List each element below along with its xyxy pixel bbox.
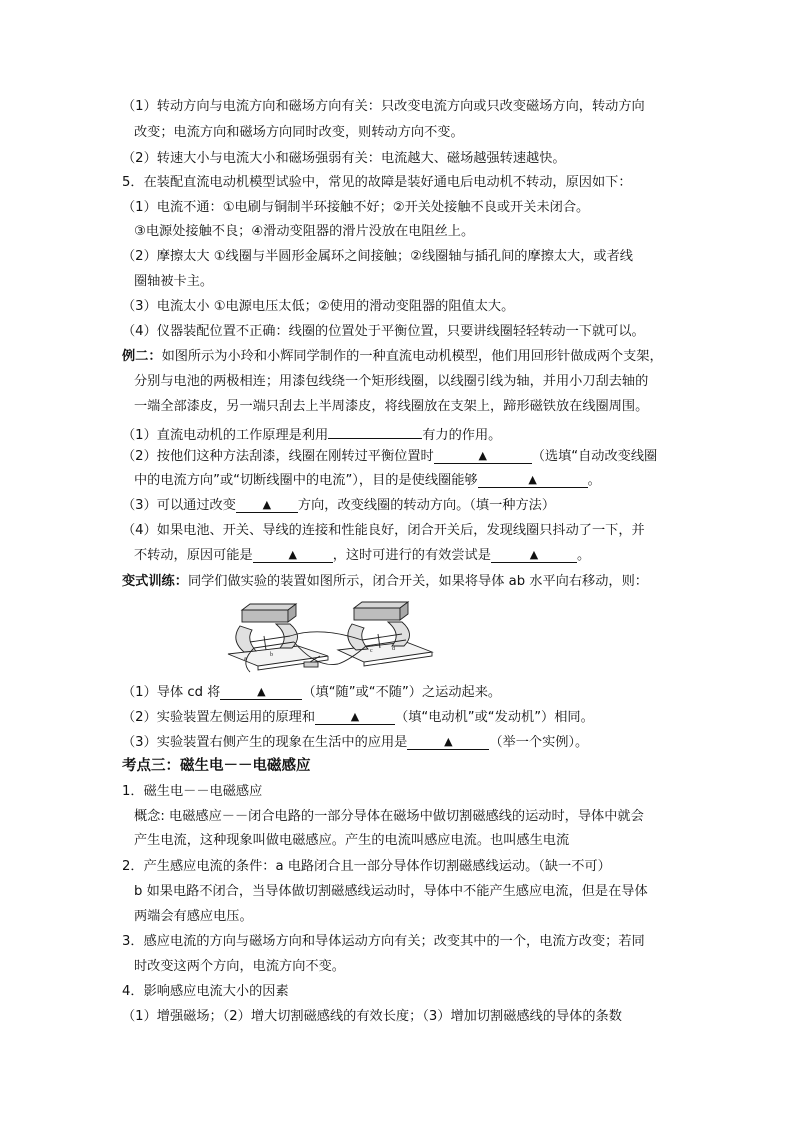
question-line: （1）直流电动机的工作原理是利用 有力的作用。 xyxy=(122,423,501,445)
answer-blank[interactable] xyxy=(220,684,302,700)
text-line: 2．产生感应电流的条件：a 电路闭合且一部分导体作切割磁感线运动。（缺一不可） xyxy=(122,859,611,874)
answer-blank[interactable] xyxy=(434,448,532,464)
apparatus-figure xyxy=(220,596,434,676)
answer-blank[interactable] xyxy=(328,423,422,439)
text-line: （2）转速大小与电流大小和磁场强弱有关：电流越大、磁场越强转速越快。 xyxy=(122,151,566,166)
answer-blank[interactable] xyxy=(315,709,395,725)
text-line: 两端会有感应电压。 xyxy=(134,909,253,924)
label-b: b xyxy=(270,652,273,658)
example-intro: 例二：如图所示为小玲和小辉同学制作的一种直流电动机模型，他们用回形针做成两个支架， xyxy=(122,349,663,364)
text-line: 1．磁生电－－电磁感应 xyxy=(122,784,263,799)
label-d: d xyxy=(392,646,395,652)
text-line: 3．感应电流的方向与磁场方向和导体运动方向有关；改变其中的一个，电流方改变；若同 xyxy=(122,934,645,949)
question-line: （3）实验装置右侧产生的现象在生活中的应用是 ▲ （举一个实例）。 xyxy=(122,735,589,750)
blank-marker: ▲ xyxy=(257,685,266,698)
blank-marker: ▲ xyxy=(262,498,272,511)
example-label: 例二： xyxy=(122,349,162,364)
answer-blank[interactable] xyxy=(491,547,577,563)
label-c: c xyxy=(370,648,373,654)
question-line: 不转动，原因可能是 ▲ ，这时可进行的有效尝试是 ▲ 。 xyxy=(134,548,591,563)
question-line: （3）可以通过改变 ▲ 方向，改变线圈的转动方向。（填一种方法） xyxy=(122,498,556,513)
blank-marker: ▲ xyxy=(444,735,453,748)
answer-blank[interactable] xyxy=(253,547,333,563)
question-line: （2）实验装置左侧运用的原理和 ▲ （填“电动机”或“发动机”）相同。 xyxy=(122,710,594,725)
text-line: （3）电流太小 ①电源电压太低；②使用的滑动变阻器的阻值太大。 xyxy=(122,299,515,314)
question-line: 中的电流方向”或“切断线圈中的电流”），目的是使线圈能够 ▲ 。 xyxy=(134,473,601,488)
blank-marker: ▲ xyxy=(288,548,297,561)
text-line: （1）转动方向与电流方向和磁场方向有关：只改变电流方向或只改变磁场方向，转动方向 xyxy=(122,99,645,114)
blank-marker: ▲ xyxy=(529,548,539,561)
variant-intro: 变式训练：同学们做实验的装置如图所示，闭合开关，如果将导体 ab 水平向右移动，则： xyxy=(122,574,648,589)
blank-marker: ▲ xyxy=(350,710,360,723)
text-line: 产生电流，这种现象叫做电磁感应。产生的电流叫感应电流。也叫感生电流 xyxy=(134,833,570,848)
blank-marker: ▲ xyxy=(528,473,537,486)
text-line: 时改变这两个方向，电流方向不变。 xyxy=(134,959,345,974)
text-line: b 如果电路不闭合，当导体做切割磁感线运动时，导体中不能产生感应电流，但是在导体 xyxy=(134,884,648,899)
answer-blank[interactable] xyxy=(236,497,298,513)
text-line: 5．在装配直流电动机模型试验中，常见的故障是装好通电后电动机不转动，原因如下： xyxy=(122,175,632,190)
label-a: a xyxy=(244,656,247,662)
text-line: （2）摩擦太大 ①线圈与半圆形金属环之间接触；②线圈轴与插孔间的摩擦太大，或者线 xyxy=(122,249,633,264)
text-line: 概念: 电磁感应－－闭合电路的一部分导体在磁场中做切割磁感线的运动时，导体中就会 xyxy=(134,809,644,824)
question-line: （2）按他们这种方法刮漆，线圈在刚转过平衡位置时 ▲ （选填“自动改变线圈 xyxy=(122,449,658,464)
text-line: 圈轴被卡主。 xyxy=(134,274,214,289)
variant-label: 变式训练： xyxy=(122,574,188,589)
section-heading: 考点三：磁生电－－电磁感应 xyxy=(122,757,311,774)
text-line: ③电源处接触不良；④滑动变阻器的滑片没放在电阻丝上。 xyxy=(134,224,475,239)
text-line: 一端全部漆皮，另一端只刮去上半周漆皮，将线圈放在支架上，蹄形磁铁放在线圈周围。 xyxy=(134,399,649,414)
text-line: 4．影响感应电流大小的因素 xyxy=(122,984,289,999)
text-line: （1）电流不通：①电刷与铜制半环接触不好；②开关处接触不良或开关未闭合。 xyxy=(122,200,590,215)
text-line: （1）增强磁场；（2）增大切割磁感线的有效长度；（3）增加切割磁感线的导体的条数 xyxy=(122,1009,622,1024)
text-line: 分别与电池的两极相连；用漆包线绕一个矩形线圈，以线圈引线为轴，并用小刀刮去轴的 xyxy=(134,374,649,389)
answer-blank[interactable] xyxy=(407,734,489,750)
text-line: （4）仪器装配位置不正确：线圈的位置处于平衡位置，只要讲线圈轻轻转动一下就可以。 xyxy=(122,324,645,339)
answer-blank[interactable] xyxy=(478,472,588,488)
question-line: （4）如果电池、开关、导线的连接和性能良好，闭合开关后，发现线圈只抖动了一下，并 xyxy=(122,523,645,538)
question-line: （1）导体 cd 将 ▲ （填“随”或“不随”）之运动起来。 xyxy=(122,685,502,700)
text-line: 改变；电流方向和磁场方向同时改变，则转动方向不变。 xyxy=(134,125,464,140)
blank-marker: ▲ xyxy=(478,449,487,462)
